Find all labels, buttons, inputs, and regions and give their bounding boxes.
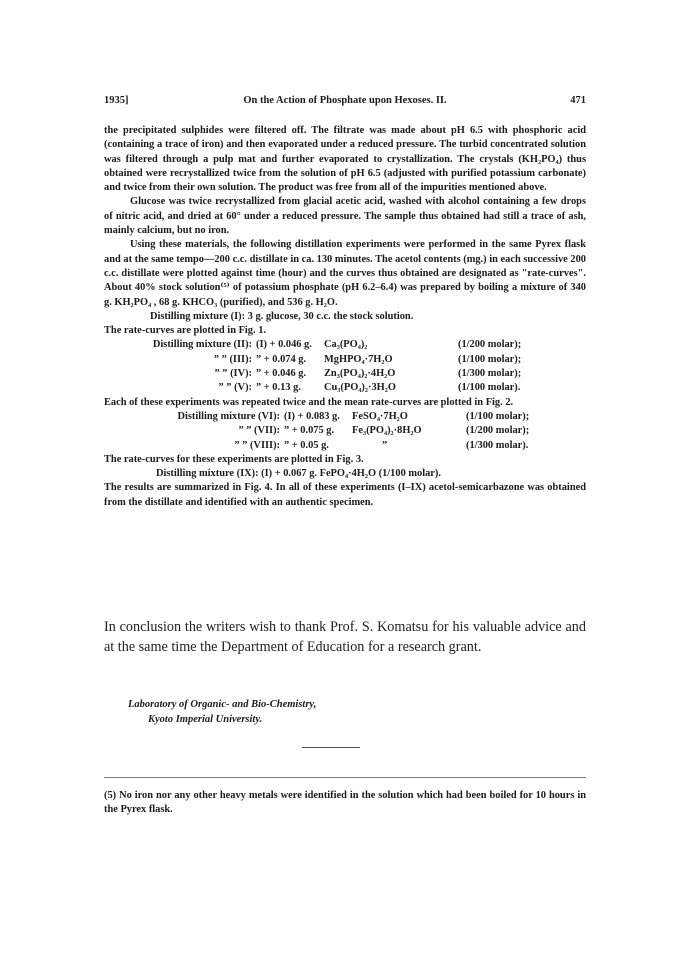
affiliation-line-1: Laboratory of Organic- and Bio-Chemistry, <box>128 699 317 710</box>
mixture-base: ” + 0.046 g. <box>256 368 307 380</box>
mixture-compound: Zn₃(PO₄)₂·4H₂O <box>324 368 396 380</box>
mixture-molar: (1/200 molar); <box>458 339 522 351</box>
mixture-row <box>104 338 586 352</box>
mixture-base: (I) + 0.083 g. <box>284 410 340 422</box>
mixture-base: ” + 0.05 g. <box>284 439 329 451</box>
mixture-compound: Cu₃(PO₄)₂·3H₂O <box>324 382 396 394</box>
mixture-row <box>104 367 586 381</box>
affiliation <box>128 698 316 727</box>
article-body <box>104 124 586 510</box>
end-rule <box>302 747 360 748</box>
mixture-molar: (1/200 molar); <box>466 425 530 437</box>
mixture-label: Distilling mixture (VI): <box>177 410 280 422</box>
mixture-molar: (1/100 molar); <box>458 353 522 365</box>
mixture-label: Distilling mixture (II): <box>152 339 252 351</box>
mixture-label: ” ” (VII): <box>238 425 280 437</box>
mixture-table-b <box>104 410 586 453</box>
paragraph-fig3: The rate-curves for these experiments are plotted in Fig. 3. <box>104 453 364 465</box>
header-year: 1935] <box>104 95 129 106</box>
mixture-base: ” + 0.075 g. <box>284 425 335 437</box>
mixture-base: ” + 0.074 g. <box>256 353 307 365</box>
running-header <box>104 95 586 109</box>
page-number: 471 <box>570 95 586 106</box>
mixture-row <box>104 439 586 453</box>
distilling-mixture-9: Distilling mixture (IX): (I) + 0.067 g. FePO₄·4H₂O (1/100 molar). <box>156 468 441 480</box>
mixture-row <box>104 424 586 438</box>
mixture-molar: (1/100 molar); <box>466 410 530 422</box>
affiliation-line-2: Kyoto Imperial University. <box>148 713 263 725</box>
header-title: On the Action of Phosphate upon Hexoses. II. <box>243 95 447 106</box>
mixture-compound: Ca₃(PO₄)₂ <box>324 339 368 351</box>
footnote: (5) No iron nor any other heavy metals were identified in the solution which had been boiled for 10 hours in the Pyrex flask. <box>104 790 586 816</box>
mixture-row <box>104 353 586 367</box>
mixture-compound: Fe₃(PO₄)₂·8H₂O <box>352 425 422 437</box>
paragraph-materials: Using these materials, the following distillation experiments were performed in the same Pyrex flask and at the same tempo—200 c.c. distillate in ca. 130 minutes. The acetol contents (mg.) in each successive 200 c.c. distillate were plotted against time (hour) and the curves thus obtained are designated as "rate-curves". About 40% stock solution⁽⁵⁾ of potassium phosphate (pH 6.2–6.4) was prepared by boiling a mixture of 340 g. KH₂PO₄ , 68 g. KHCO₃ (purified), and 536 g. H₂O. <box>104 239 586 308</box>
mixture-row <box>104 381 586 395</box>
paragraph-summary: The results are summarized in Fig. 4. In all of these experiments (I–IX) acetol-semicarbazone was obtained from the distillate and identified with an authentic specimen. <box>104 482 586 508</box>
mixture-compound: MgHPO₄·7H₂O <box>324 353 393 365</box>
mixture-label: ” ” (V): <box>218 382 252 394</box>
mixture-row <box>104 410 586 424</box>
mixture-table-a <box>104 338 586 395</box>
mixture-molar: (1/300 molar). <box>466 439 529 451</box>
mixture-compound: FeSO₄·7H₂O <box>352 410 408 422</box>
mixture-molar: (1/100 molar). <box>458 382 521 394</box>
mixture-label: ” ” (IV): <box>214 368 252 380</box>
footnote-rule <box>104 777 586 778</box>
mixture-label: ” ” (III): <box>213 353 252 365</box>
mixture-base: (I) + 0.046 g. <box>256 339 312 351</box>
mixture-label: ” ” (VIII): <box>234 439 280 451</box>
paragraph-sulphides: the precipitated sulphides were filtered off. The filtrate was made about pH 6.5 with phosphoric acid (containing a trace of iron) and then evaporated under a reduced pressure. The turbid concentrated solution was filtered through a pulp mat and further evaporated to crystallization. The crystals (KH₂PO₄) thus obtained were recrystallized twice from the solution of pH 6.5 (adjusted with purified potassium carbonate) and twice from their own solution. The product was free from all of the impurities mentioned above. <box>104 125 586 194</box>
mixture-compound: ” <box>382 439 388 451</box>
mixture-molar: (1/300 molar); <box>458 368 522 380</box>
distilling-mixture-1: Distilling mixture (I): 3 g. glucose, 30 c.c. the stock solution. <box>150 310 414 322</box>
paragraph-fig1: The rate-curves are plotted in Fig. 1. <box>104 325 266 337</box>
paragraph-glucose: Glucose was twice recrystallized from glacial acetic acid, washed with alcohol containing a few drops of nitric acid, and dried at 60° under a reduced pressure. The sample thus obtained had still a trace of ash, mainly calcium, but no iron. <box>104 196 586 237</box>
paragraph-fig2: Each of these experiments was repeated twice and the mean rate-curves are plotted in Fig. 2. <box>104 396 514 408</box>
mixture-base: ” + 0.13 g. <box>256 382 301 394</box>
acknowledgement: In conclusion the writers wish to thank Prof. S. Komatsu for his valuable advice and at the same time the Department of Education for a research grant. <box>104 619 586 655</box>
